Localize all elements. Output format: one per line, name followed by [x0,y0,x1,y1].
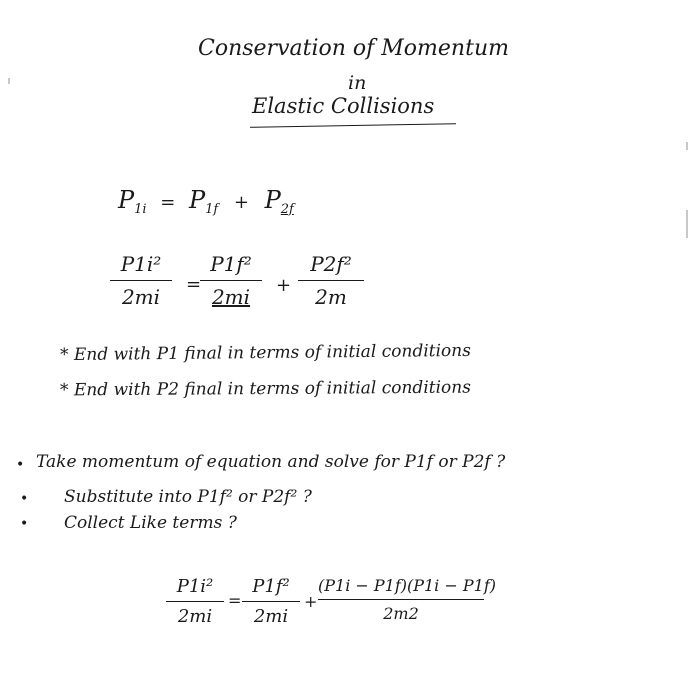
title-line-1: Conservation of Momentum [198,36,509,61]
note-p2-final: * End with P2 final in terms of initial conditions [59,377,471,401]
eq2-term1-denominator: 2mi [211,285,251,309]
title-line-3: Elastic Collisions [252,94,435,118]
eq3-term1-denominator: 2mi [253,606,289,627]
eq1-plus: + [233,192,249,213]
fraction-bar [166,601,224,602]
bullet-substitute: Substitute into P1f² or P2f² ? [64,487,312,507]
eq2-term1-numerator: P1f² [210,252,252,276]
eq2-lhs-numerator: P1i² [120,252,162,276]
eq3-lhs-denominator: 2mi [177,606,213,627]
fraction-bar [318,599,484,600]
eq2-term2-fraction [298,252,364,309]
note-p1-final: * End with P1 final in terms of initial conditions [59,340,471,366]
eq2-term1-fraction [200,252,262,309]
bullet-dot: • [20,491,29,507]
edge-mark [686,142,688,150]
eq3-equals: = [228,591,242,610]
eq3-plus: + [304,592,318,611]
fraction-bar [110,280,172,281]
bullet-take-momentum: Take momentum of equation and solve for P1f or P2f ? [36,452,506,472]
bullet-collect-terms: Collect Like terms ? [64,513,237,533]
bullet-dot: • [20,516,29,532]
eq1-lhs: P [118,186,135,214]
edge-mark [686,210,688,238]
momentum-equation [118,186,294,217]
eq2-lhs-fraction [110,252,172,309]
eq1-term2: P [264,186,281,214]
eq1-term2-sub: 2f [280,202,294,217]
edge-mark [8,78,10,84]
eq3-term1-fraction [242,576,300,627]
bullet-dot: • [16,457,25,473]
eq1-term1-sub: 1f [205,202,219,217]
eq1-term1: P [188,186,206,214]
eq2-term2-numerator: P2f² [310,252,352,276]
fraction-bar [200,280,262,281]
eq2-lhs-denominator: 2mi [121,285,161,309]
eq3-term2-denominator: 2m2 [383,604,419,623]
eq3-term1-numerator: P1f² [252,576,290,597]
eq3-term2-numerator: (P1i − P1f)(P1i − P1f) [318,576,496,595]
eq1-lhs-sub: 1i [134,202,147,217]
eq2-plus: + [276,275,292,296]
eq3-lhs-numerator: P1i² [176,576,214,597]
fraction-bar [298,280,364,281]
eq2-term2-denominator: 2m [315,285,347,309]
eq3-term2-fraction [318,576,496,623]
title-underline [250,123,456,128]
eq1-equals: = [160,192,176,213]
title-line-2: in [348,72,367,94]
fraction-bar [242,601,300,602]
eq3-lhs-fraction [166,576,224,627]
eq2-equals: = [186,274,202,295]
